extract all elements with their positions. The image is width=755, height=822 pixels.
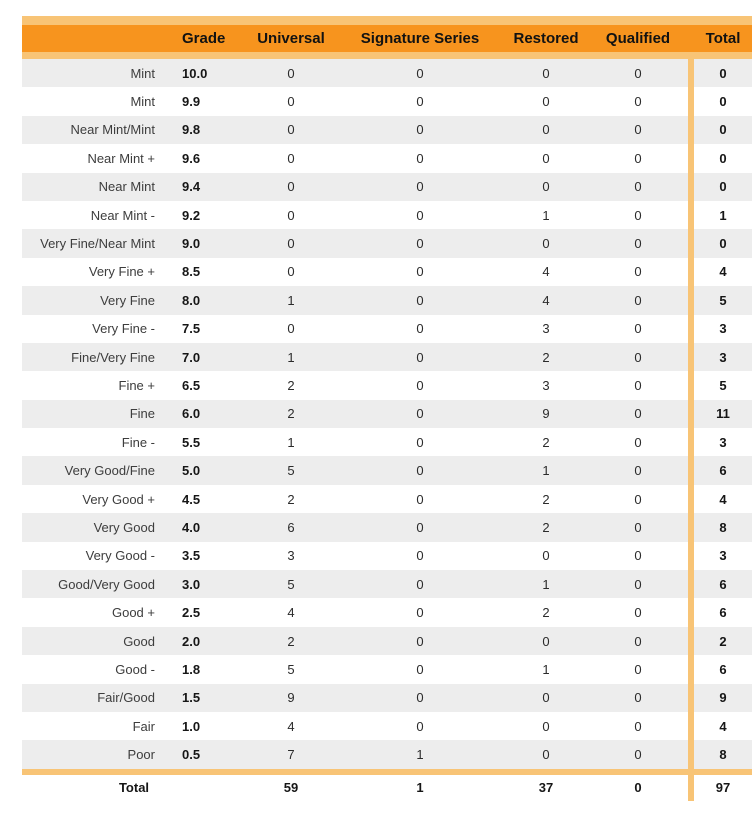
- restored-count-cell: 1: [504, 570, 588, 598]
- restored-count-cell: 4: [504, 286, 588, 314]
- universal-count-cell: 2: [246, 627, 336, 655]
- signature-series-count-cell: 0: [336, 570, 504, 598]
- table-row: [22, 87, 752, 115]
- row-total-cell: 11: [694, 400, 752, 428]
- signature-series-count-cell: 0: [336, 712, 504, 740]
- universal-count-cell: 5: [246, 655, 336, 683]
- grade-label-cell: Mint: [22, 87, 170, 115]
- restored-count-cell: 0: [504, 144, 588, 172]
- row-total-cell: 1: [694, 201, 752, 229]
- restored-count-cell: 1: [504, 201, 588, 229]
- qualified-count-cell: 0: [588, 513, 688, 541]
- column-header-total: Total: [705, 30, 741, 47]
- restored-count-cell: 1: [504, 456, 588, 484]
- grade-value-cell: 2.0: [170, 627, 246, 655]
- table-row: [22, 570, 752, 598]
- row-total-cell: 6: [694, 598, 752, 626]
- table-total-row: [22, 775, 752, 801]
- grade-label-cell: Good -: [22, 655, 170, 683]
- qualified-count-cell: 0: [588, 598, 688, 626]
- universal-count-cell: 9: [246, 684, 336, 712]
- signature-series-count-cell: 0: [336, 371, 504, 399]
- table-row: [22, 712, 752, 740]
- row-total-cell: 8: [694, 513, 752, 541]
- universal-count-cell: 0: [246, 173, 336, 201]
- restored-count-cell: 0: [504, 173, 588, 201]
- restored-count-cell: 0: [504, 684, 588, 712]
- grade-label-cell: Good/Very Good: [22, 570, 170, 598]
- grade-value-cell: 9.4: [170, 173, 246, 201]
- signature-series-count-cell: 0: [336, 400, 504, 428]
- table-row: [22, 116, 752, 144]
- grade-label-cell: Mint: [22, 59, 170, 87]
- qualified-count-cell: 0: [588, 542, 688, 570]
- signature-series-count-cell: 0: [336, 116, 504, 144]
- row-total-cell: 3: [694, 343, 752, 371]
- qualified-count-cell: 0: [588, 173, 688, 201]
- row-total-cell: 2: [694, 627, 752, 655]
- grade-label-cell: Near Mint/Mint: [22, 116, 170, 144]
- signature-series-count-cell: 0: [336, 627, 504, 655]
- column-header-qualified: Qualified: [605, 30, 671, 47]
- total-qualified-cell: 0: [634, 780, 642, 796]
- restored-count-cell: 2: [504, 428, 588, 456]
- signature-series-count-cell: 0: [336, 286, 504, 314]
- restored-count-cell: 2: [504, 598, 588, 626]
- row-total-cell: 6: [694, 655, 752, 683]
- grade-value-cell: 4.5: [170, 485, 246, 513]
- restored-count-cell: 2: [504, 343, 588, 371]
- restored-count-cell: 2: [504, 485, 588, 513]
- grade-label-cell: Very Fine +: [22, 258, 170, 286]
- qualified-count-cell: 0: [588, 627, 688, 655]
- grade-label-cell: Near Mint -: [22, 201, 170, 229]
- grade-value-cell: 7.5: [170, 315, 246, 343]
- table-row: [22, 456, 752, 484]
- universal-count-cell: 0: [246, 315, 336, 343]
- grade-label-cell: Near Mint +: [22, 144, 170, 172]
- table-top-border: [22, 16, 752, 25]
- qualified-count-cell: 0: [588, 740, 688, 768]
- qualified-count-cell: 0: [588, 59, 688, 87]
- restored-count-cell: 3: [504, 371, 588, 399]
- universal-count-cell: 1: [246, 343, 336, 371]
- grade-value-cell: 5.0: [170, 456, 246, 484]
- grade-label-cell: Fine: [22, 400, 170, 428]
- grade-value-cell: 6.5: [170, 371, 246, 399]
- grade-value-cell: 1.0: [170, 712, 246, 740]
- table-row: [22, 315, 752, 343]
- grade-label-cell: Poor: [22, 740, 170, 768]
- column-header-grade: Grade: [182, 30, 226, 47]
- universal-count-cell: 4: [246, 712, 336, 740]
- signature-series-count-cell: 0: [336, 87, 504, 115]
- row-total-cell: 6: [694, 456, 752, 484]
- qualified-count-cell: 0: [588, 428, 688, 456]
- table-row: [22, 400, 752, 428]
- row-total-cell: 5: [694, 286, 752, 314]
- restored-count-cell: 0: [504, 712, 588, 740]
- grade-value-cell: 7.0: [170, 343, 246, 371]
- qualified-count-cell: 0: [588, 258, 688, 286]
- restored-count-cell: 4: [504, 258, 588, 286]
- qualified-count-cell: 0: [588, 684, 688, 712]
- universal-count-cell: 3: [246, 542, 336, 570]
- row-total-cell: 0: [694, 229, 752, 257]
- row-total-cell: 8: [694, 740, 752, 768]
- table-row: [22, 513, 752, 541]
- universal-count-cell: 1: [246, 428, 336, 456]
- row-total-cell: 0: [694, 87, 752, 115]
- universal-count-cell: 5: [246, 570, 336, 598]
- table-row: [22, 343, 752, 371]
- total-universal-cell: 59: [283, 780, 299, 796]
- qualified-count-cell: 0: [588, 229, 688, 257]
- table-row: [22, 627, 752, 655]
- universal-count-cell: 0: [246, 59, 336, 87]
- row-total-cell: 3: [694, 542, 752, 570]
- universal-count-cell: 1: [246, 286, 336, 314]
- table-row: [22, 684, 752, 712]
- qualified-count-cell: 0: [588, 286, 688, 314]
- universal-count-cell: 2: [246, 485, 336, 513]
- restored-count-cell: 0: [504, 87, 588, 115]
- grade-value-cell: 10.0: [170, 59, 246, 87]
- table-row: [22, 428, 752, 456]
- column-header-signature-series: Signature Series: [360, 30, 480, 47]
- table-header-row: [22, 25, 752, 52]
- grade-value-cell: 4.0: [170, 513, 246, 541]
- row-total-cell: 0: [694, 173, 752, 201]
- signature-series-count-cell: 0: [336, 456, 504, 484]
- qualified-count-cell: 0: [588, 485, 688, 513]
- universal-count-cell: 2: [246, 371, 336, 399]
- universal-count-cell: 0: [246, 229, 336, 257]
- signature-series-count-cell: 0: [336, 59, 504, 87]
- grade-label-cell: Fine +: [22, 371, 170, 399]
- grade-label-cell: Very Good: [22, 513, 170, 541]
- grade-value-cell: 5.5: [170, 428, 246, 456]
- signature-series-count-cell: 0: [336, 343, 504, 371]
- universal-count-cell: 0: [246, 87, 336, 115]
- qualified-count-cell: 0: [588, 315, 688, 343]
- grade-label-cell: Fair/Good: [22, 684, 170, 712]
- qualified-count-cell: 0: [588, 400, 688, 428]
- restored-count-cell: 0: [504, 116, 588, 144]
- row-total-cell: 6: [694, 570, 752, 598]
- grading-census-table: [22, 16, 752, 801]
- universal-count-cell: 5: [246, 456, 336, 484]
- grade-value-cell: 3.5: [170, 542, 246, 570]
- signature-series-count-cell: 0: [336, 513, 504, 541]
- grade-label-cell: Good +: [22, 598, 170, 626]
- row-total-cell: 0: [694, 59, 752, 87]
- table-row: [22, 485, 752, 513]
- total-grand-cell: 97: [715, 780, 731, 796]
- grade-value-cell: 1.5: [170, 684, 246, 712]
- universal-count-cell: 4: [246, 598, 336, 626]
- row-total-cell: 0: [694, 116, 752, 144]
- grade-label-cell: Very Fine/Near Mint: [22, 229, 170, 257]
- universal-count-cell: 0: [246, 116, 336, 144]
- restored-count-cell: 3: [504, 315, 588, 343]
- table-row: [22, 229, 752, 257]
- qualified-count-cell: 0: [588, 87, 688, 115]
- grade-label-cell: Very Fine -: [22, 315, 170, 343]
- grade-value-cell: 9.2: [170, 201, 246, 229]
- signature-series-count-cell: 0: [336, 173, 504, 201]
- table-row: [22, 59, 752, 87]
- qualified-count-cell: 0: [588, 570, 688, 598]
- signature-series-count-cell: 0: [336, 542, 504, 570]
- qualified-count-cell: 0: [588, 343, 688, 371]
- universal-count-cell: 0: [246, 258, 336, 286]
- qualified-count-cell: 0: [588, 116, 688, 144]
- restored-count-cell: 0: [504, 740, 588, 768]
- restored-count-cell: 0: [504, 542, 588, 570]
- signature-series-count-cell: 0: [336, 485, 504, 513]
- column-header-restored: Restored: [513, 30, 579, 47]
- grade-label-cell: Good: [22, 627, 170, 655]
- qualified-count-cell: 0: [588, 201, 688, 229]
- signature-series-count-cell: 0: [336, 315, 504, 343]
- table-row: [22, 258, 752, 286]
- signature-series-count-cell: 0: [336, 655, 504, 683]
- restored-count-cell: 9: [504, 400, 588, 428]
- row-total-cell: 9: [694, 684, 752, 712]
- restored-count-cell: 2: [504, 513, 588, 541]
- qualified-count-cell: 0: [588, 371, 688, 399]
- grade-label-cell: Near Mint: [22, 173, 170, 201]
- restored-count-cell: 0: [504, 627, 588, 655]
- row-total-cell: 4: [694, 712, 752, 740]
- row-total-cell: 5: [694, 371, 752, 399]
- total-row-label: Total: [118, 780, 150, 796]
- grade-value-cell: 9.0: [170, 229, 246, 257]
- qualified-count-cell: 0: [588, 456, 688, 484]
- universal-count-cell: 0: [246, 201, 336, 229]
- row-total-cell: 3: [694, 315, 752, 343]
- grade-value-cell: 9.8: [170, 116, 246, 144]
- table-row: [22, 598, 752, 626]
- grade-label-cell: Very Fine: [22, 286, 170, 314]
- universal-count-cell: 7: [246, 740, 336, 768]
- table-row: [22, 655, 752, 683]
- grade-value-cell: 6.0: [170, 400, 246, 428]
- qualified-count-cell: 0: [588, 144, 688, 172]
- grade-label-cell: Very Good/Fine: [22, 456, 170, 484]
- row-total-cell: 4: [694, 485, 752, 513]
- grade-value-cell: 0.5: [170, 740, 246, 768]
- table-row: [22, 740, 752, 768]
- grade-value-cell: 9.6: [170, 144, 246, 172]
- signature-series-count-cell: 0: [336, 144, 504, 172]
- row-total-cell: 0: [694, 144, 752, 172]
- table-row: [22, 371, 752, 399]
- signature-series-count-cell: 0: [336, 598, 504, 626]
- restored-count-cell: 0: [504, 59, 588, 87]
- total-restored-cell: 37: [538, 780, 554, 796]
- signature-series-count-cell: 1: [336, 740, 504, 768]
- universal-count-cell: 6: [246, 513, 336, 541]
- signature-series-count-cell: 0: [336, 684, 504, 712]
- signature-series-count-cell: 0: [336, 428, 504, 456]
- signature-series-count-cell: 0: [336, 201, 504, 229]
- row-total-cell: 3: [694, 428, 752, 456]
- table-body: [22, 59, 752, 769]
- table-row: [22, 201, 752, 229]
- grade-value-cell: 3.0: [170, 570, 246, 598]
- header-bottom-border: [22, 52, 752, 59]
- table-row: [22, 542, 752, 570]
- qualified-count-cell: 0: [588, 655, 688, 683]
- grade-value-cell: 1.8: [170, 655, 246, 683]
- grade-value-cell: 2.5: [170, 598, 246, 626]
- grade-label-cell: Very Good +: [22, 485, 170, 513]
- table-row: [22, 144, 752, 172]
- universal-count-cell: 0: [246, 144, 336, 172]
- grade-label-cell: Fine -: [22, 428, 170, 456]
- grade-value-cell: 8.0: [170, 286, 246, 314]
- table-row: [22, 173, 752, 201]
- grade-label-cell: Fine/Very Fine: [22, 343, 170, 371]
- grade-value-cell: 9.9: [170, 87, 246, 115]
- total-signature-cell: 1: [416, 780, 424, 796]
- restored-count-cell: 1: [504, 655, 588, 683]
- qualified-count-cell: 0: [588, 712, 688, 740]
- grade-label-cell: Fair: [22, 712, 170, 740]
- signature-series-count-cell: 0: [336, 229, 504, 257]
- signature-series-count-cell: 0: [336, 258, 504, 286]
- grade-label-cell: Very Good -: [22, 542, 170, 570]
- column-header-universal: Universal: [257, 30, 325, 47]
- restored-count-cell: 0: [504, 229, 588, 257]
- table-row: [22, 286, 752, 314]
- universal-count-cell: 2: [246, 400, 336, 428]
- grade-value-cell: 8.5: [170, 258, 246, 286]
- row-total-cell: 4: [694, 258, 752, 286]
